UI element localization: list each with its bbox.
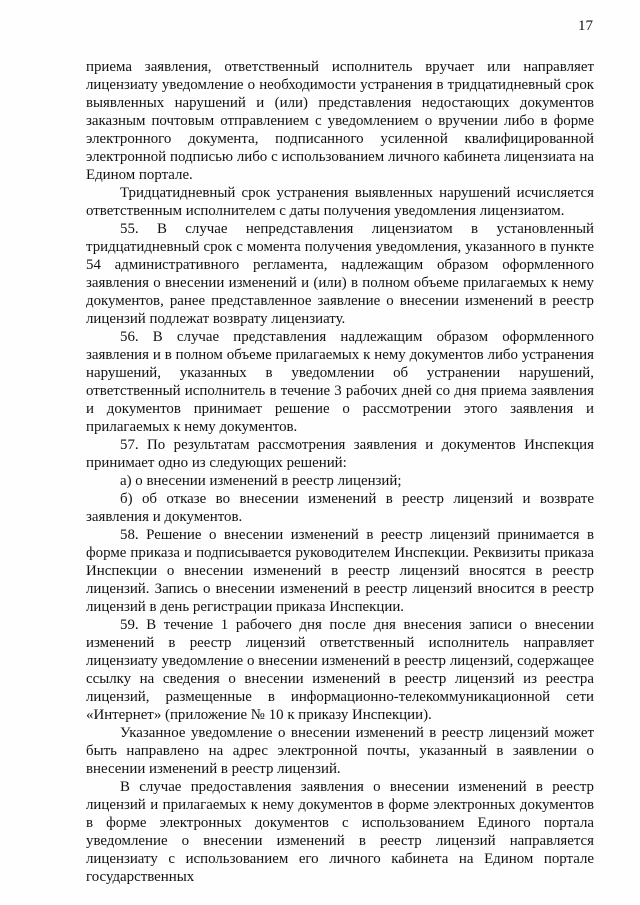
document-body	[86, 58, 594, 886]
paragraph-item-57: 57. По результатам рассмотрения заявления и документов Инспекция принимает одно из следующих решений:	[86, 437, 594, 471]
paragraph-email-notice: Указанное уведомление о внесении изменений в реестр лицензий может быть направлено на адрес электронной почты, указанный в заявлении о внесении изменений в реестр лицензий.	[86, 725, 594, 777]
paragraph-item-59: 59. В течение 1 рабочего дня после дня внесения записи о внесении изменений в реестр лицензий ответственный исполнитель направляет лицензиату уведомление о внесении изменений в реестр лицензий, содержащее ссылку на сведения о внесении изменений в реестр лицензий из реестра лицензий, размещенные в информационно-телекоммуникационной сети «Интернет» (приложение № 10 к приказу Инспекции).	[86, 617, 594, 723]
paragraph-item-58: 58. Решение о внесении изменений в реестр лицензий принимается в форме приказа и подписывается руководителем Инспекции. Реквизиты приказа Инспекции о внесении изменений в реестр лицензий вносятся в реестр лицензий. Запись о внесении изменений в реестр лицензий вносится в реестр лицензий в день регистрации приказа Инспекции.	[86, 527, 594, 615]
paragraph-deadline: Тридцатидневный срок устранения выявленных нарушений исчисляется ответственным исполнителем с даты получения уведомления лицензиатом.	[86, 185, 594, 219]
paragraph-item-57-b: б) об отказе во внесении изменений в реестр лицензий и возврате заявления и документов.	[86, 491, 594, 525]
paragraph-electronic-submission: В случае предоставления заявления о внесении изменений в реестр лицензий и прилагаемых к нему документов в форме электронных документов в форме электронных документов с использованием Единого портала уведомление о внесении изменений в реестр лицензий направляется лицензиату с использованием его личного кабинета на Едином портале государственных	[86, 779, 594, 885]
page-number: 17	[578, 18, 593, 34]
paragraph-continuation: приема заявления, ответственный исполнитель вручает или направляет лицензиату уведомление о необходимости устранения в тридцатидневный срок выявленных нарушений и (или) представления недостающих документов заказным почтовым отправлением с уведомлением о вручении либо в форме электронного документа, подписанного усиленной квалифицированной электронной подписью либо с использованием личного кабинета лицензиата на Едином портале.	[86, 59, 594, 183]
paragraph-item-56: 56. В случае представления надлежащим образом оформленного заявления и в полном объеме прилагаемых к нему документов либо устранения нарушений, указанных в уведомлении об устранении нарушений, ответственный исполнитель в течение 3 рабочих дней со дня приема заявления и документов принимает решение о рассмотрении этого заявления и прилагаемых к нему документов.	[86, 329, 594, 435]
paragraph-item-55: 55. В случае непредставления лицензиатом в установленный тридцатидневный срок с момента получения уведомления, указанного в пункте 54 административного регламента, надлежащим образом оформленного заявления о внесении изменений и (или) в полном объеме прилагаемых к нему документов, ранее представленное заявление о внесении изменений в реестр лицензий подлежат возврату лицензиату.	[86, 221, 594, 327]
paragraph-item-57-a: а) о внесении изменений в реестр лицензий;	[120, 473, 402, 489]
